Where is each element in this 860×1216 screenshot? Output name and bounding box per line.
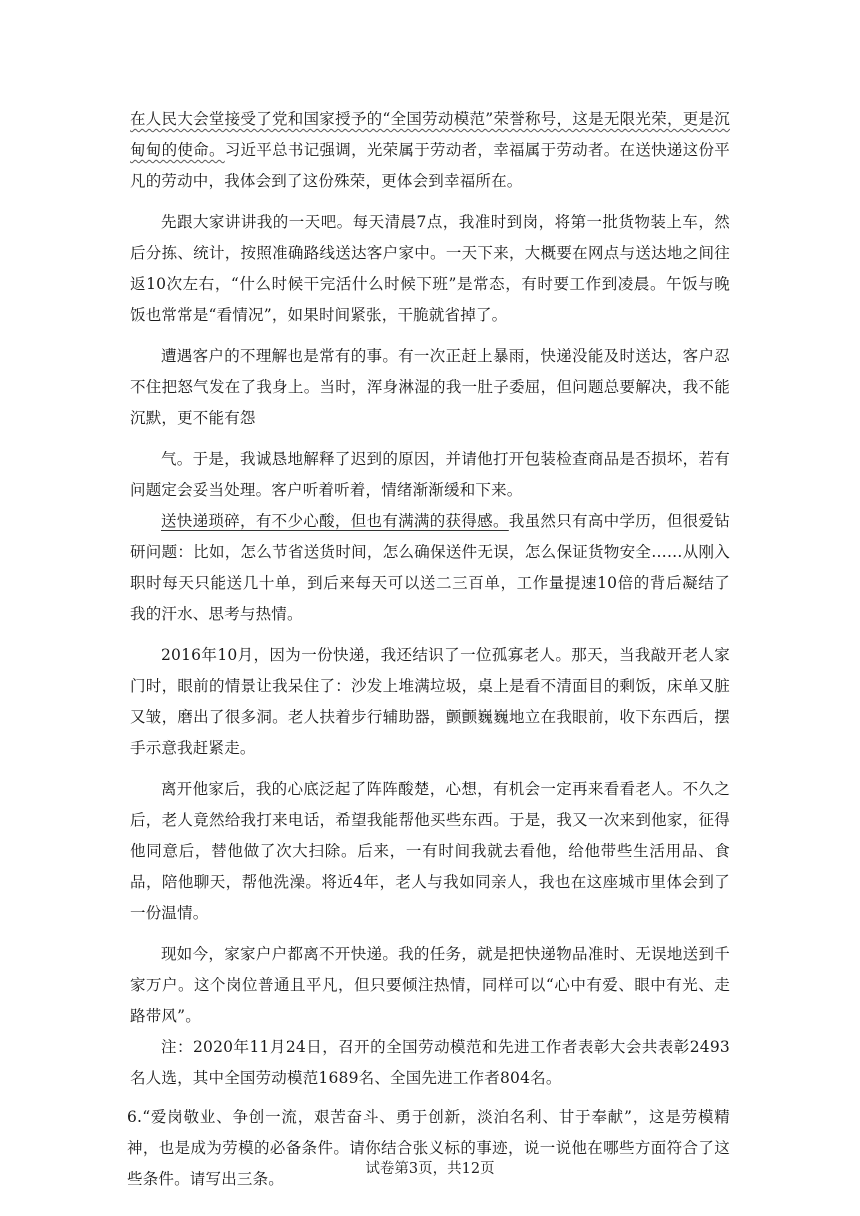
page-footer: 试卷第3页，共12页 — [365, 1161, 495, 1177]
paragraph-6: 2016年10月，因为一份快递，我还结识了一位孤寡老人。那天，当我敲开老人家门时，眼前的情景让我呆住了：沙发上堆满垃圾，桌上是看不清面目的剩饭，床单又脏又皱，磨出了很多洞。老人扶着步行辅助器，颤颤巍巍地立在我眼前，收下东西后，摆手示意我赶紧走。 — [130, 646, 730, 757]
paragraph-7: 离开他家后，我的心底泛起了阵阵酸楚，心想，有机会一定再来看看老人。不久之后，老人竟然给我打来电话，希望我能帮他买些东西。于是，我又一次来到他家，征得他同意后，替他做了次大扫除。后来，一有时间我就去看他，给他带些生活用品、食品，陪他聊天，帮他洗澡。将近4年，老人与我如同亲人，我也在这座城市里体会到了一份温情。 — [130, 780, 730, 922]
underlined-sentence: 送快递琐碎，有不少心酸，但也有满满的获得感。 — [161, 512, 509, 530]
note-paragraph: 注：2020年11月24日，召开的全国劳动模范和先进工作者表彰大会共表彰2493名人选，其中全国劳动模范1689名、全国先进工作者804名。 — [130, 1038, 730, 1087]
paragraph-8: 现如今，家家户户都离不开快递。我的任务，就是把快递物品准时、无误地送到千家万户。这个岗位普通且平凡，但只要倾注热情，同样可以“心中有爱、眼中有光、走路带风”。 — [130, 945, 730, 1025]
paragraph-1-rest: 习近平总书记强调，光荣属于劳动者，幸福属于劳动者。在送快递这份平凡的劳动中，我体会到了这份殊荣，更体会到幸福所在。 — [130, 141, 731, 190]
paragraph-2: 先跟大家讲讲我的一天吧。每天清晨7点，我准时到岗，将第一批货物装上车，然后分拣、统计，按照准确路线送达客户家中。一天下来，大概要在网点与送达地之间往返10次左右，“什么时候干完活什么时候下班”是常态，有时要工作到凌晨。午饭与晚饭也常常是“看情况”，如果时间紧张，干脆就省掉了。 — [130, 213, 730, 324]
article-body — [127, 104, 731, 1195]
paragraph-3: 遭遇客户的不理解也是常有的事。有一次正赶上暴雨，快递没能及时送达，客户忍不住把怒气发在了我身上。当时，浑身淋湿的我一肚子委屈，但问题总要解决，我不能沉默，更不能有怨 — [130, 347, 730, 427]
paragraph-5-rest: 我虽然只有高中学历，但很爱钻研问题：比如，怎么节省送货时间，怎么确保送件无误，怎么保证货物安全……从刚入职时每天只能送几十单，到后来每天可以送二三百单，工作量提速10倍的背后凝结了我的汗水、思考与热情。 — [130, 512, 730, 623]
paragraph-5 — [130, 506, 730, 630]
question-6: 6.“爱岗敬业、争创一流，艰苦奋斗、勇于创新，淡泊名利、甘于奉献”，这是劳模精神，也是成为劳模的必备条件。请你结合张义标的事迹，说一说他在哪些方面符合了这些条件。请写出三条。 — [127, 1108, 730, 1188]
paragraph-1 — [130, 104, 730, 197]
wavy-underlined-sentence: 在人民大会堂接受了党和国家授予的“全国劳动模范”荣誉称号，这是无限光荣，更是沉甸甸的使命。 — [130, 110, 730, 159]
paragraph-4: 气。于是，我诚恳地解释了迟到的原因，并请他打开包装检查商品是否损坏，若有问题定会妥当处理。客户听着听着，情绪渐渐缓和下来。 — [130, 450, 730, 499]
